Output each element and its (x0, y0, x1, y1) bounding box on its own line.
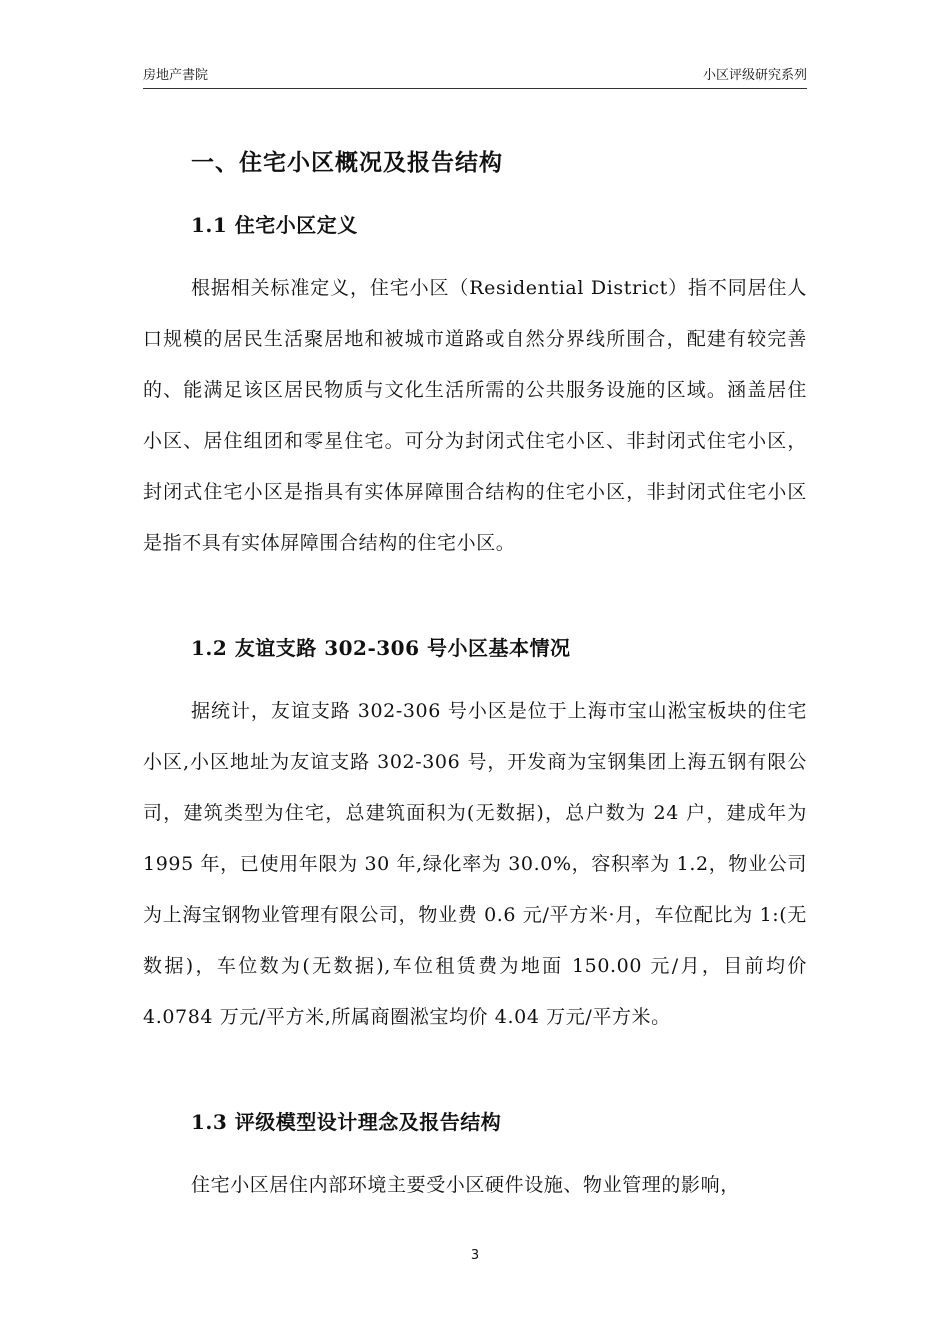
section-1-1-body: 根据相关标准定义，住宅小区（Residential District）指不同居住人口规模的居民生活聚居地和被城市道路或自然分界线所围合，配建有较完善的、能满足该区居民物质与文化生活所需的公共服务设施的区域。涵盖居住小区、居住组团和零星住宅。可分为封闭式住宅小区、非封闭式住宅小区，封闭式住宅小区是指具有实体屏障围合结构的住宅小区，非封闭式住宅小区是指不具有实体屏障围合结构的住宅小区。 (143, 277, 807, 554)
section-1-3-title: 1.3 评级模型设计理念及报告结构 (191, 1110, 502, 1134)
page-header (143, 66, 807, 89)
section-1-3-body: 住宅小区居住内部环境主要受小区硬件设施、物业管理的影响， (191, 1174, 740, 1196)
section-1-2-title: 1.2 友谊支路 302-306 号小区基本情况 (191, 636, 571, 660)
section-1-1-title: 1.1 住宅小区定义 (191, 213, 358, 237)
chapter-title: 一、住宅小区概况及报告结构 (191, 149, 503, 176)
header-publisher: 房地产書院 (143, 68, 209, 83)
header-series-title: 小区评级研究系列 (702, 68, 807, 83)
section-1-2-body: 据统计，友谊支路 302-306 号小区是位于上海市宝山淞宝板块的住宅小区,小区地址为友谊支路 302-306 号，开发商为宝钢集团上海五钢有限公司，建筑类型为住宅，总建筑面积为(无数据)，总户数为 24 户，建成年为 1995 年，已使用年限为 30 年,绿化率为 30.0%，容积率为 1.2，物业公司为上海宝钢物业管理有限公司，物业费 0.6 元/平方米·月，车位配比为 1:(无数据)，车位数为(无数据),车位租赁费为地面 150.00 元/月，目前均价 4.0784 万元/平方米,所属商圈淞宝均价 4.04 万元/平方米。 (143, 700, 807, 1028)
page-number: 3 (470, 1248, 480, 1263)
